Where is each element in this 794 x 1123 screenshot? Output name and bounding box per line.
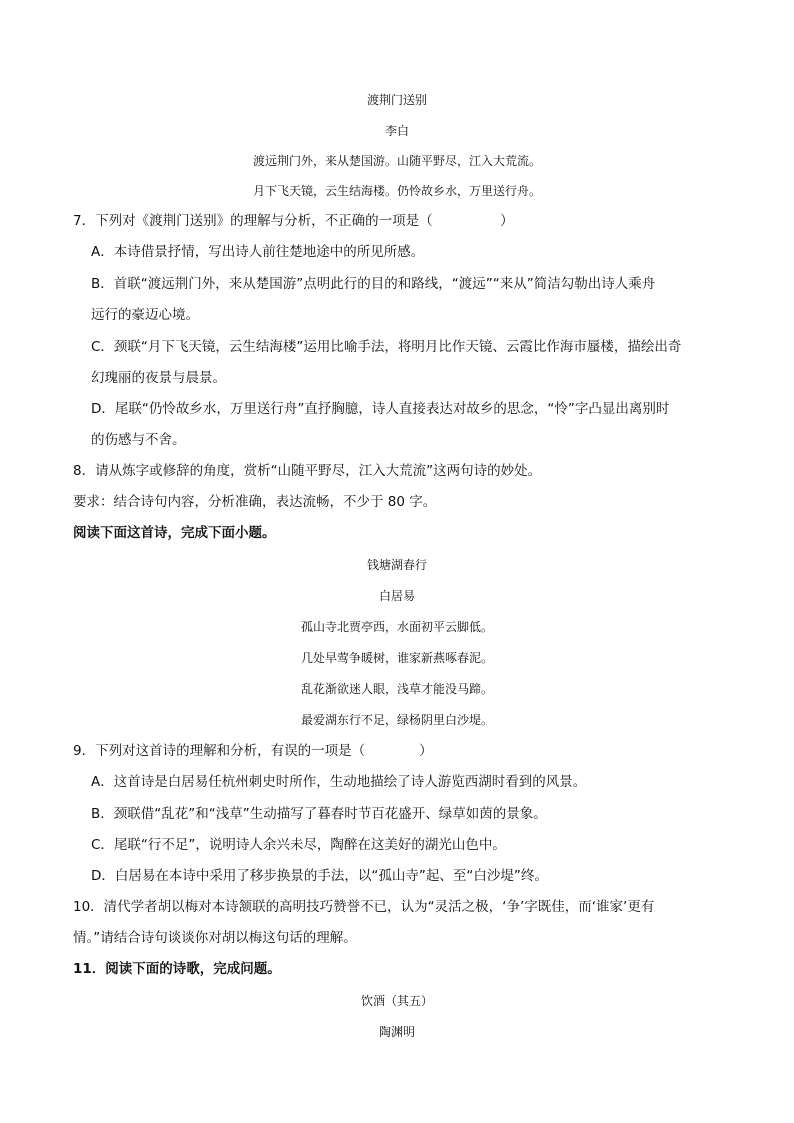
poem3-title: 饮酒（其五） — [360, 994, 433, 1008]
poem2-line-4: 最爱湖东行不足，绿杨阴里白沙堤。 — [300, 713, 493, 727]
q9-option-b: B．颈联借“乱花”和“浅草”生动描写了暮春时节百花盛开、绿草如茵的景象。 — [91, 806, 547, 822]
q9-option-c: C．尾联“行不足”，说明诗人余兴未尽，陶醉在这美好的湖光山色中。 — [91, 837, 506, 853]
poem2-line-2: 几处早莺争暖树，谁家新燕啄春泥。 — [300, 651, 493, 665]
q7-option-c-cont: 幻瑰丽的夜景与晨景。 — [91, 370, 226, 386]
poem1-title: 渡荆门送别 — [366, 93, 427, 107]
q7-option-a: A．本诗借景抒情，写出诗人前往楚地途中的所见所感。 — [91, 244, 425, 260]
section2-instruction: 阅读下面这首诗，完成下面小题。 — [73, 525, 276, 541]
q10-line-2: 情。”请结合诗句谈谈你对胡以梅这句话的理解。 — [73, 930, 357, 946]
q7-option-d: D．尾联“仍怜故乡水，万里送行舟”直抒胸臆，诗人直接表达对故乡的思念，“怜”字凸显出离别时 — [91, 401, 670, 417]
poem2-line-3: 乱花渐欲迷人眼，浅草才能没马蹄。 — [300, 682, 493, 696]
poem2-title: 钱塘湖春行 — [366, 558, 427, 572]
poem1-line-1: 渡远荆门外，来从楚国游。山随平野尽，江入大荒流。 — [252, 154, 541, 168]
q8-stem: 8．请从炼字或修辞的角度，赏析“山随平野尽，江入大荒流”这两句诗的妙处。 — [73, 463, 542, 479]
q9-option-d: D．白居易在本诗中采用了移步换景的手法，以“孤山寺”起、至“白沙堤”终。 — [91, 868, 548, 884]
q11-stem: 11．阅读下面的诗歌，完成问题。 — [73, 961, 281, 977]
q8-requirement: 要求：结合诗句内容，分析准确，表达流畅，不少于 80 字。 — [73, 494, 437, 510]
q9-option-a: A．这首诗是白居易任杭州刺史时所作，生动地描绘了诗人游览西湖时看到的风景。 — [91, 774, 587, 790]
poem2-author: 白居易 — [378, 589, 415, 603]
poem2-line-1: 孤山寺北贾亭西，水面初平云脚低。 — [300, 620, 493, 634]
q10-line-1: 10．清代学者胡以梅对本诗颔联的高明技巧赞誉不已，认为“灵活之极，‘争’字既佳，而‘谁家’更有 — [73, 899, 655, 915]
poem1-author: 李白 — [384, 124, 409, 138]
q7-option-c: C．颈联“月下飞天镜，云生结海楼”运用比喻手法，将明月比作天镜、云霞比作海市蜃楼，描绘出奇 — [91, 339, 682, 355]
q9-stem: 9．下列对这首诗的理解和分析，有误的一项是（ ） — [73, 743, 433, 759]
poem1-line-2: 月下飞天镜，云生结海楼。仍怜故乡水，万里送行舟。 — [252, 184, 541, 198]
poem3-author: 陶渊明 — [378, 1025, 415, 1039]
q7-option-b-cont: 远行的豪迈心境。 — [91, 307, 199, 323]
q7-stem: 7．下列对《渡荆门送别》的理解与分析，不正确的一项是（ ） — [73, 213, 514, 229]
q7-option-d-cont: 的伤感与不舍。 — [91, 432, 186, 448]
q7-option-b: B．首联“渡远荆门外，来从楚国游”点明此行的目的和路线，“渡远”“来从”简洁勾勒出诗人乘舟 — [91, 276, 656, 292]
